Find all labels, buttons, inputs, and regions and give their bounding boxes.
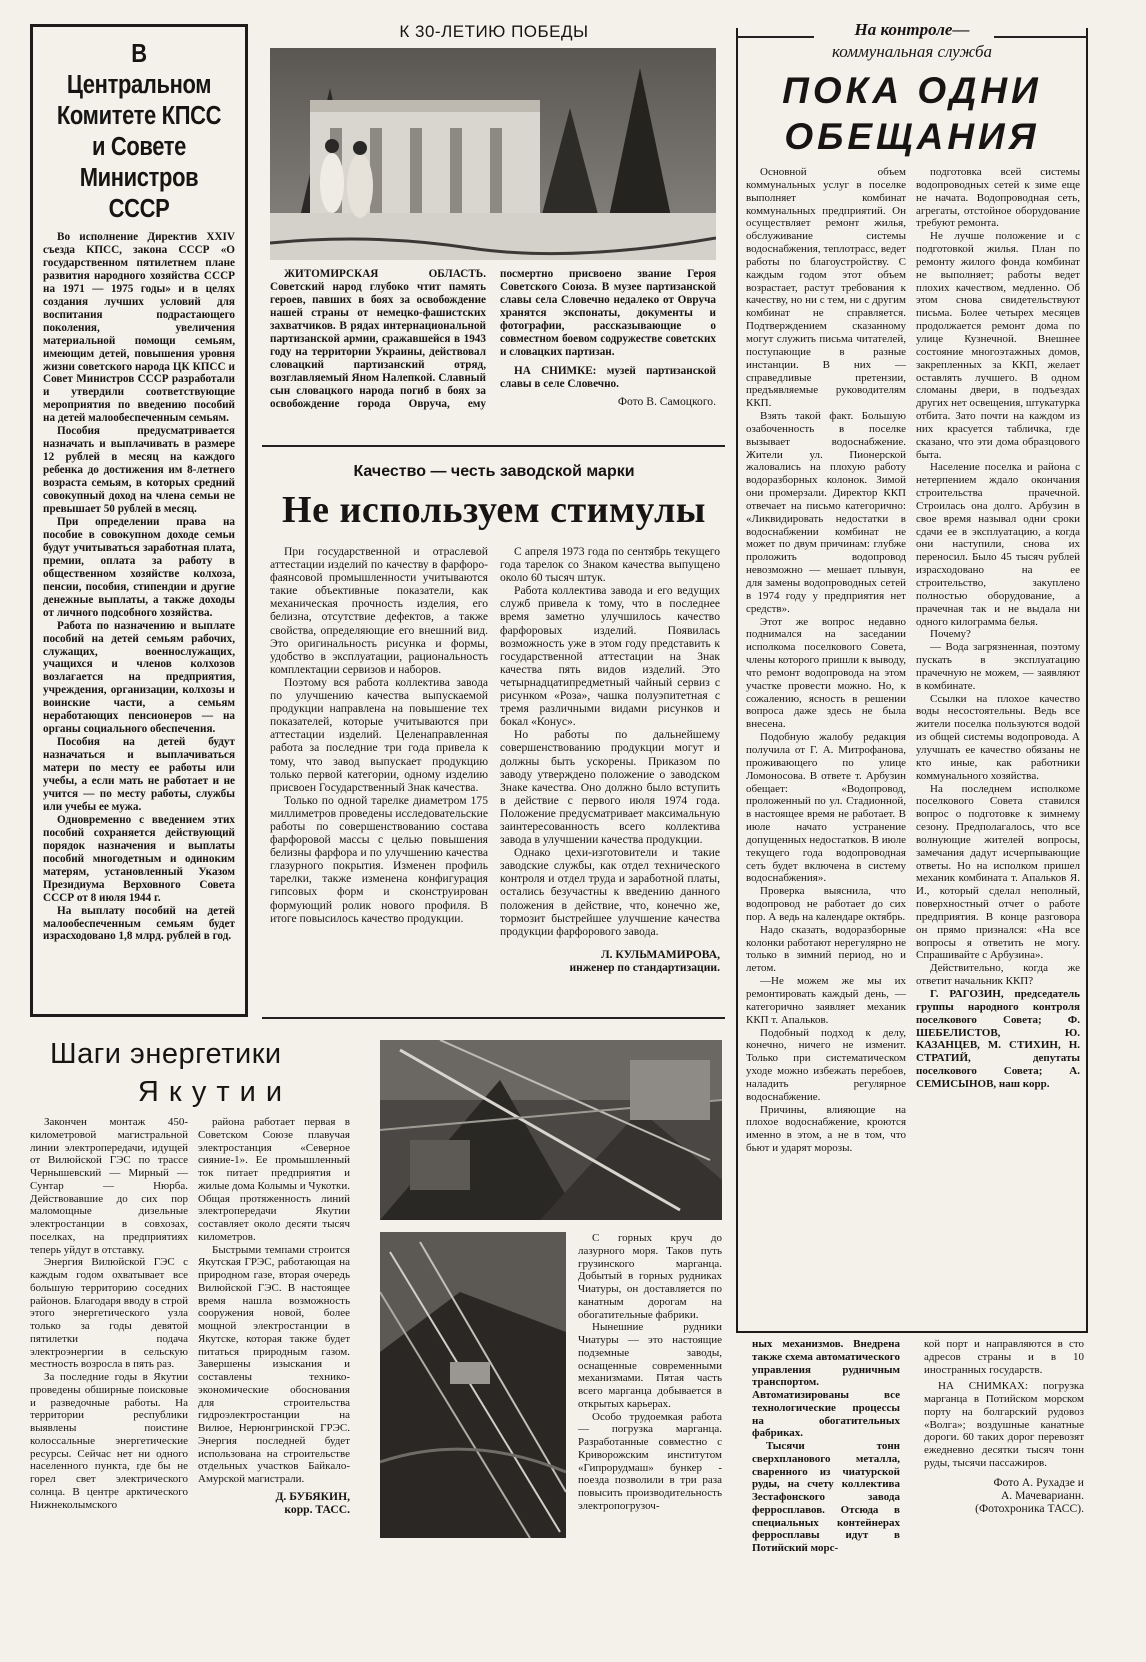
manganese-credit: (Фотохроника ТАСС). bbox=[975, 1501, 1084, 1515]
quality-paragraph: С апреля 1973 года по сентябрь текущего года тарелок со Знаком качества выпущено около 60 тысяч штук. bbox=[500, 545, 720, 585]
cableway-photo bbox=[380, 1232, 566, 1538]
control-headline: ПОКА ОДНИ ОБЕЩАНИЯ bbox=[782, 70, 1042, 157]
quality-signature-name: Л. КУЛЬМАМИРОВА, bbox=[600, 947, 720, 961]
decree-paragraph: Одновременно с введением этих пособий сохраняется действующий порядок назначения и выплаты пособий многодетным и одиноким матерям, установленный Указом Президиума Верховного Совета СССР от 8 июля 1944 г. bbox=[43, 813, 235, 904]
control-paragraph: Основной объем коммунальных услуг в поселке выполняет комбинат коммунальных предприятий. Он осуществляет ремонт жилья, обслуживание системы водоснабжения, теплотрасс, ведет работы по благоустройству. С каждым годом этот объем возрастает, растут требования к качеству, но ни с тем, ни с другим комбинат не справляется. Подтверждением сказанному могут служить письма читателей, поступающие в разные инстанции. В них — справедливые претензии, предъявляемые руководителям ККП. bbox=[746, 166, 906, 410]
yakutia-headline-1: Шаги энергетики bbox=[50, 1038, 282, 1070]
decree-paragraph: При определении права на пособие в совокупном доходе семьи будут учитываться заработная плата, премии, оплата за работу в общественном хозяйстве колхоза, пенсии, пособия, стипендии и другие денежные выплаты, а также доходы от личного подсобного хозяйства. bbox=[43, 515, 235, 619]
control-paragraph: Почему? bbox=[930, 628, 971, 641]
manganese-credit: Фото А. Рухадзе и bbox=[993, 1475, 1084, 1489]
manganese-col-2 bbox=[752, 1338, 900, 1658]
yakutia-paragraph: Закончен монтаж 450-километровой магистральной линии электропередачи, идущей от Вилюйской ГЭС по трассе Чернышевский — Мирный — Сунтар — Нюрба. Действовавшие до сих пор маломощные дизельные электростанции в совхозах, поселках, на предприятиях теперь уйдут в отставку. bbox=[30, 1116, 188, 1256]
yakutia-col-1 bbox=[30, 1116, 188, 1660]
yakutia-paragraph: За последние годы в Якутии проведены обширные поисковые и разведочные работы. На территории республики выявлены поистине колоссальные энергетические ресурсы. Сейчас нет ни одного населенного пункта, где бы не горел свет электрического солнца. В центре арктического Нижнеколымского bbox=[30, 1371, 188, 1511]
quality-paragraph: Однако цехи-изготовители и такие заводские службы, как отдел технического контроля и отдел труда и заработной платы, остались безучастны к введению данного положения в действие, что, конечно же, тормозит быстрейшее улучшение качества продукции фарфорового завода. bbox=[500, 846, 720, 938]
quality-col-1 bbox=[270, 545, 488, 1015]
yakutia-paragraph: Энергия Вилюйской ГЭС с каждым годом охватывает все большую территорию соседних районов. Благодаря вводу в строй этого энергетического узла только за годы девятой пятилетки подача электроэнергии в сельскую местность возросла в пять раз. bbox=[30, 1256, 188, 1371]
yakutia-signature-name: Д. БУБЯКИН, bbox=[275, 1489, 350, 1503]
decree-paragraph: Работа по назначению и выплате пособий на детей семьям рабочих, служащих, военнослужащих, учащихся и членов колхозов возлагается на предприятия, учреждения, организации, колхозы и воинские части, а семьям неработающих пенсионеров — на органы социального обеспечения. bbox=[43, 619, 235, 736]
control-rubric-1: На контроле— bbox=[854, 20, 970, 39]
manganese-credit: А. Мачеварианн. bbox=[1000, 1488, 1084, 1502]
yakutia-col-2 bbox=[198, 1116, 350, 1660]
quality-paragraph: При государственной и отраслевой аттестации изделий по качеству в фарфоро-фаянсовой промышленности учитываются такие объективные показатели, как механическая прочность изделия, его белизна, отсутствие дефектов, а также свойства, определяющие его внешний вид. Это оригинальность рисунка и формы, удобство в эксплуатации, рациональность комплектации сервизов и наборов. bbox=[270, 545, 488, 676]
yakutia-headline-2: Якутии bbox=[137, 1076, 293, 1108]
control-paragraph: Взять такой факт. Большую озабоченность в поселке вызывает водоснабжение. Жители ул. Пионерской жаловались на плохую работу водоразборных колонок. Зимой они промерзали. Директор ККП отвечает на письмо категорично: «Ликвидировать недостатки в водоснабжении комбинат не может по двум причинам: глубже проложить водопровод невозможно — мешает плывун, для замены водопроводных сетей в 1974 году у предприятия нет средств». bbox=[746, 410, 906, 615]
decree-body bbox=[43, 231, 235, 943]
museum-photo bbox=[270, 48, 716, 260]
control-col-2 bbox=[916, 166, 1080, 1326]
manganese-paragraph: НА СНИМКАХ: погрузка марганца в Потийском морском порту на болгарский рудовоз «Волга»; воздушные канатные дороги. 60 таких дорог перевозят ежедневно десятки тысяч тонн руды, тысячи пассажиров. bbox=[924, 1380, 1084, 1469]
quality-paragraph: Только по одной тарелке диаметром 175 миллиметров проведены исследовательские работы по совершенствованию состава фарфоровой массы с целью повышения белизны фарфора и по улучшению качества глазурного покрытия. Изменен профиль тарелки, также изменена конфигурация гипсовых форм и сконструирован формующий ролик нового профиля. В итоге повысилось качество продукции. bbox=[270, 793, 488, 925]
divider bbox=[262, 1017, 725, 1019]
quality-headline: Не используем стимулы bbox=[282, 489, 706, 531]
quality-rubric: Качество — честь заводской марки bbox=[353, 463, 635, 480]
control-signature: Г. РАГОЗИН, председатель группы народного контроля поселкового Совета; Ф. ШЕБЕЛИСТОВ, Ю. КАЗАНЦЕВ, М. СТИХИН, Н. СТРАТИЙ, депутаты поселкового Совета; А. СЕМИСЫНОВ, наш корр. bbox=[916, 988, 1080, 1090]
control-paragraph: Действительно, когда же ответит начальник ККП? bbox=[916, 962, 1080, 988]
cableway-photo-image bbox=[380, 1232, 566, 1538]
control-col-1 bbox=[746, 166, 906, 1326]
control-paragraph: На последнем исполкоме поселкового Совета ставился вопрос о подготовке к зимнему сезону. Предполагалось, что все волнующие жителей вопросы, замечания дадут исчерпывающие ответы. Но на исполком пришел механик комбината т. Апальков Я. И., который сделал неполный, поверхностный отчет о работе предприятия. В конце разговора он прямо признался: «На все вопросы я ответить не могу. Спрашивайте с Арбузина». bbox=[916, 782, 1080, 962]
yakutia-paragraph: района работает первая в Советском Союзе плавучая электростанция «Северное сияние-1». Ее промышленный ток питает предприятия и жилые дома Колымы и Чукотки. Общая протяженность линий электропередачи Якутии составляет около десяти тысяч километров. bbox=[198, 1116, 350, 1243]
manganese-col-1 bbox=[578, 1232, 722, 1658]
control-paragraph: Этот же вопрос недавно поднимался на заседании исполкома поселкового Совета, члены которого пришли к выводу, что ремонт водопровода на этом участке провести можно. Но, к сожалению, ясность в решении вопроса даже здесь не была внесена. bbox=[746, 615, 906, 731]
manganese-paragraph: Особо трудоемкая работа — погрузка марганца. Разработанные совместно с Криворожским институтом «Гипрорудмаш» бункер - поезда позволили в три раза повысить производительность электропогрузоч- bbox=[578, 1410, 722, 1512]
decree-box bbox=[30, 24, 248, 1017]
port-photo bbox=[380, 1040, 722, 1220]
control-paragraph: Причины, влияющие на плохое водоснабжение, кроются именно в этом, а не в том, что бьют и ударят морозы. bbox=[746, 1103, 906, 1155]
victory-caption bbox=[270, 268, 716, 418]
control-paragraph: Надо сказать, водоразборные колонки работают нерегулярно не только в зимний период, но и летом. bbox=[746, 923, 906, 975]
manganese-paragraph: Нынешние рудники Чиатуры — это настоящие подземные заводы, оснащенные современными механизмами. Пятая часть всего марганца добывается в открытых карьерах. bbox=[578, 1321, 722, 1410]
decree-paragraph: На выплату пособий на детей малообеспеченным семьям будет израсходовано 1,8 млрд. рублей в год. bbox=[43, 904, 235, 943]
decree-headline: В Центральном Комитете КПСС и Совете Министров СССР bbox=[56, 40, 222, 223]
manganese-paragraph: Тысячи тонн сверхпланового металла, сваренного из чиатурской руды, на счету коллектива Зестафонского завода ферросплавов. Отсюда в специальных контейнерах ферросплавы идут в Потийский морс- bbox=[752, 1440, 900, 1554]
quality-paragraph: Поэтому вся работа коллектива завода по улучшению качества выпускаемой продукции направлена на повышение тех показателей, которые учитываются при аттестации изделий. Целенаправленная работа за последние три года привела к тому, что завод выпускает продукцию только первой категории, одному изделию присвоен Государственный Знак качества. bbox=[270, 675, 488, 794]
manganese-paragraph: кой порт и направляются в сто адресов страны и в 10 иностранных государств. bbox=[924, 1338, 1084, 1376]
control-paragraph: Проверка выяснила, что водопровод не работает до сих пор. А ведь на календаре октябрь. bbox=[746, 885, 906, 923]
manganese-paragraph: ных механизмов. Внедрена также схема автоматического управления рудничным транспортом. Автоматизированы все технологические процессы на обогатительных фабриках. bbox=[752, 1338, 900, 1440]
manganese-col-3 bbox=[924, 1338, 1084, 1658]
quality-signature-role: инженер по стандартизации. bbox=[569, 960, 720, 974]
control-paragraph: Ссылки на плохое качество воды несостоятельны. Ведь все жители поселка пользуются водой из общей системы водопровода. А улучшать ее качество обязаны не кто иные, как работники коммунального хозяйства. bbox=[916, 692, 1080, 782]
divider bbox=[262, 445, 725, 447]
victory-photo-note: НА СНИМКЕ: музей партизанской славы в селе Словечно. bbox=[500, 365, 716, 390]
yakutia-signature-role: корр. ТАСС. bbox=[284, 1502, 350, 1516]
control-paragraph: Население поселка и района с нетерпением ждало окончания строительства прачечной. Строилась она долго. Арбузин в свое время называл одни сроки сдачи ее в эксплуатацию, а когда они наступили, снова их переносил. Было 45 тысяч рублей израсходовано на ее строительство, закуплено полностью оборудование, а прачечная так и не выдала ни одного килограмма белья. bbox=[916, 461, 1080, 628]
victory-photo-credit: Фото В. Самоцкого. bbox=[617, 395, 716, 408]
control-paragraph: —Не можем же мы их ремонтировать каждый день, — категорично заявляет механик ККП т. Апальков. bbox=[746, 975, 906, 1026]
quality-paragraph: Работа коллектива завода и его ведущих служб привела к тому, что в последнее время заметно улучшилось качество фарфоровых изделий. Появилась возможность уже в этом году представить к государственной аттестации на Знак качества пять видов изделий. Это четырнадцатипредметный чайный сервиз с рисунком «Роза», чашка полуэпитетная с тремя различными видами рисунков и бокал «Конус». bbox=[500, 584, 720, 729]
manganese-paragraph: С горных круч до лазурного моря. Таков путь грузинского марганца. Добытый в горных рудниках Чиатуры, он доставляется по канатным дорогам на обогатительные фабрики. bbox=[578, 1232, 722, 1321]
decree-paragraph: Пособия на детей будут назначаться и выплачиваться матери по месту ее работы или учебы, а если мать не работает и не учится — по месту работы, службы или учебы ее мужа. bbox=[43, 736, 235, 813]
control-paragraph: Подобный подход к делу, конечно, ничего не изменит. Только при систематическом уходе можно избежать перебоев, наладить регулярное водоснабжение. bbox=[746, 1026, 906, 1103]
control-paragraph: — Вода загрязненная, поэтому пускать в эксплуатацию прачечную не можем, — заявляют в комбинате. bbox=[916, 641, 1080, 692]
decree-paragraph: Во исполнение Директив XXIV съезда КПСС, закона СССР «О государственном пятилетнем плане развития народного хозяйства СССР на 1971 — 1975 годы» и в целях создания лучших условий для воспитания подрастающего поколения, увеличения материальной помощи семьям, имеющим детей, повышения уровня жизни советского народа ЦК КПСС и Совет Министров СССР разработали и утвердили соответствующие мероприятия по введению пособий на детей малообеспеченным семьям. bbox=[43, 231, 235, 425]
museum-photo-image bbox=[270, 48, 716, 260]
quality-col-2 bbox=[500, 545, 720, 1015]
control-paragraph: Подобную жалобу редакция получила от Г. А. Митрофанова, проживающего по улице Ломоносова. В ответе т. Арбузин обещает: «Водопровод, проложенный по ул. Стадионной, в настоящее время не работает. В июле начато устранение допущенных недостатков. В июле текущего года водопроводная сеть будет включена в систему водоснабжения». bbox=[746, 731, 906, 885]
control-paragraph: подготовка всей системы водопроводных сетей к зиме еще не начата. Водопроводная сеть, агрегаты, отстойное оборудование требуют ремонта. bbox=[916, 166, 1080, 230]
decree-paragraph: Пособия предусматривается назначать и выплачивать в размере 12 рублей в месяц на каждого ребенка до достижения им 8-летнего возраста семьям, в которых средний совокупный доход на члена семьи не превышает 50 рублей в месяц. bbox=[43, 425, 235, 516]
port-photo-image bbox=[380, 1040, 722, 1220]
quality-paragraph: Но работы по дальнейшему совершенствованию продукции могут и должны быть ускорены. Приказом по заводу утверждено положение о заводском Знаке качества. Оно должно было вступить в действие с первого июля 1974 года. Положение предусматривает максимальную заинтересованность всего коллектива завода в улучшении качества продукции. bbox=[500, 728, 720, 847]
victory-rubric: К 30-ЛЕТИЮ ПОБЕДЫ bbox=[399, 22, 589, 41]
control-paragraph: Не лучше положение и с подготовкой жилья. План по ремонту жилого фонда комбинат не выполняет; работы ведет плохих качеством, медленно. Об этом снова свидетельствуют письма. Более четырех месяцев продолжается ремонт дома по улице Кузнечной. Внешнее состояние многоэтажных домов, закрепленных за ККП, желает оставлять лучшего. В одном сломаны двери, в подъездах других нет освещения, штукатурка отбита. Зато почти на каждом из них красуется табличка, где сказано, что эти дома образцового быта. bbox=[916, 230, 1080, 461]
victory-caption-text: ЖИТОМИРСКАЯ ОБЛАСТЬ. Советский народ глубоко чтит память героев, павших в боях за освобождение нашей страны от немецко-фашистских захватчиков. В рядах интернациональной партизанской армии, сражавшейся в 1943 году на территории Украины, действовал словацкий партизанский отряд, возглавляемый Яном Налепкой. Славный сын словацкого народа погиб в боях за освобождение города Овруча, ему посмертно присвоено звание Героя Советского Союза. В музее партизанской славы села Словечно недалеко от Овруча хранятся экспонаты, документы и фотографии, рассказывающие о совместном боевом содружестве советских и словацких партизан. bbox=[270, 268, 716, 410]
control-rubric-2: коммунальная служба bbox=[831, 42, 993, 61]
yakutia-paragraph: Быстрыми темпами строится Якутская ГРЭС, работающая на природном газе, вторая очередь Вилюйской ГЭС. В настоящее время нашла возможность сооружения новой, более мощной электростанции в Якутске, которая также будет питаться природным газом. Завершены изыскания и составлены технико-экономические обоснования для строительства гидроэлектростанции на Вилюе, Нерюнгринской ГРЭС. Энергия последней будет использована на строительстве отдельных участков Байкало-Амурской магистрали. bbox=[198, 1243, 350, 1485]
